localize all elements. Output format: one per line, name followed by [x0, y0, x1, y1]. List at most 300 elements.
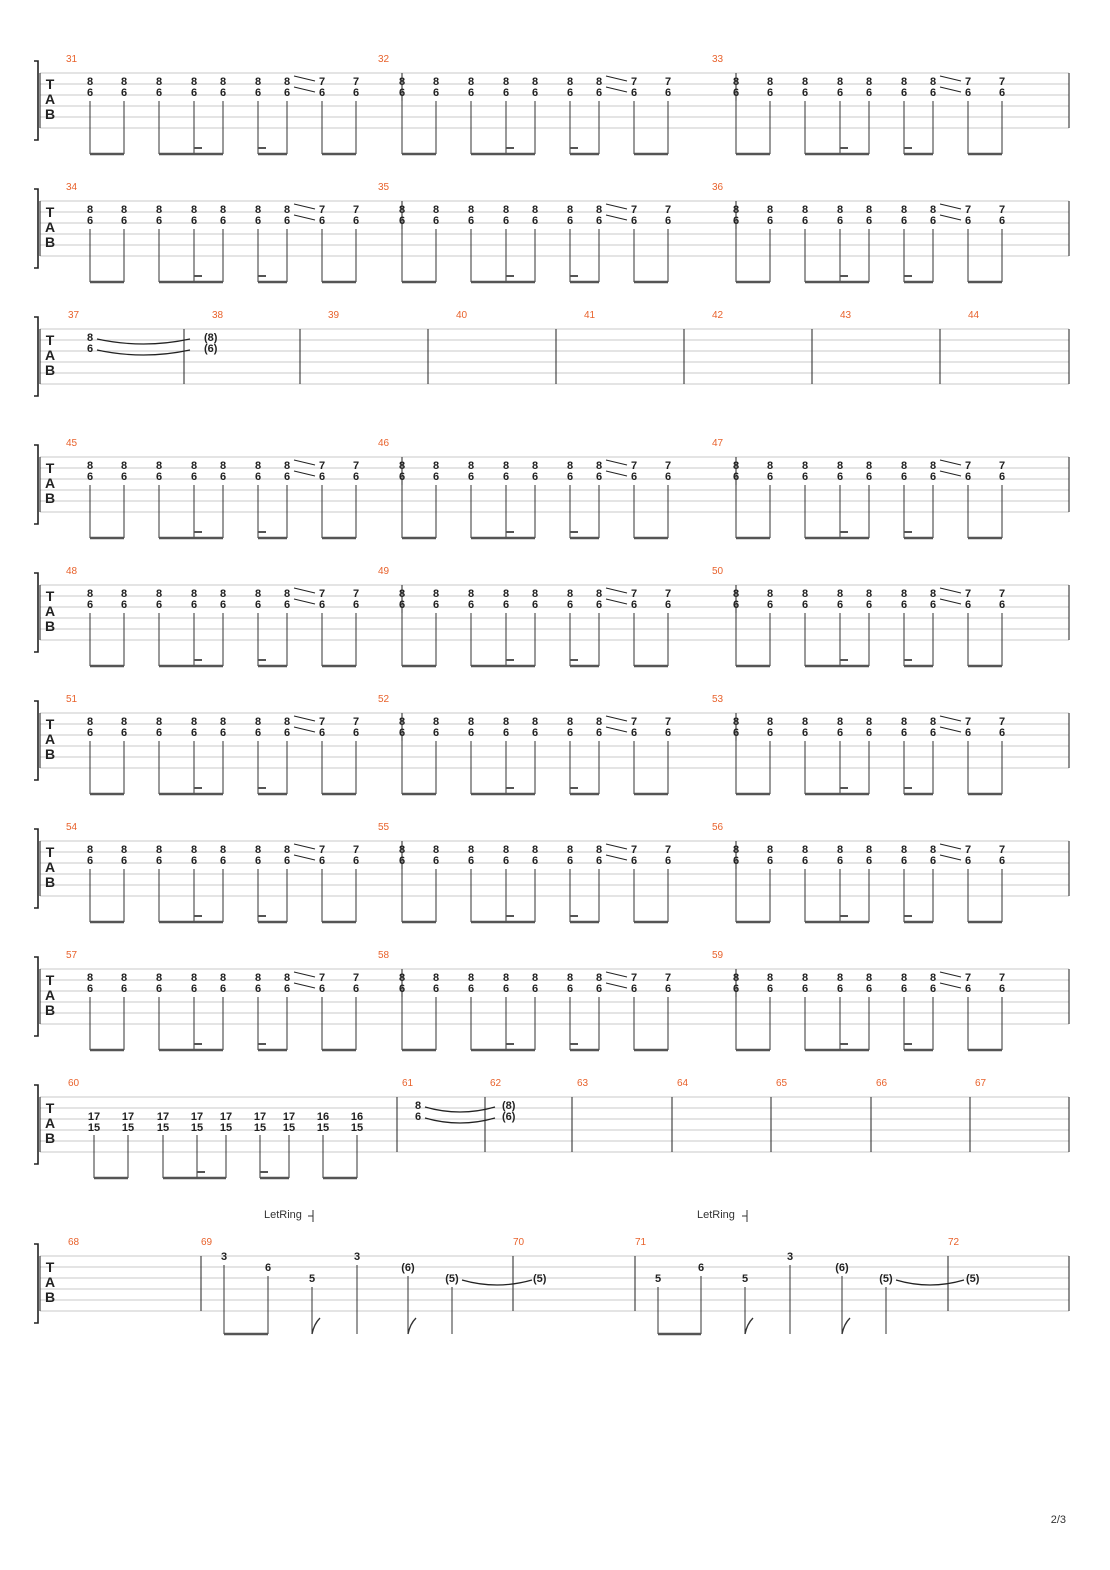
fret-number-bottom: 6: [865, 87, 873, 99]
fret-number-top: 8: [531, 972, 539, 984]
fret-number-bottom: 6: [352, 855, 360, 867]
fret-number-bottom: 6: [318, 599, 326, 611]
fret-number-top: 8: [900, 588, 908, 600]
fret-number-top: 8: [766, 76, 774, 88]
fret-number-top: 8: [219, 716, 227, 728]
fret-number-top: 8: [155, 460, 163, 472]
fret-number-bottom: 6: [352, 471, 360, 483]
fret-number-bottom: 6: [219, 215, 227, 227]
fret-number-top: 8: [283, 460, 291, 472]
fret-number-top: 8: [120, 972, 128, 984]
measure-number: 57: [66, 950, 78, 961]
fret-number-bottom: 6: [595, 215, 603, 227]
measure-number: 37: [68, 310, 80, 321]
fret-number-bottom: 6: [766, 727, 774, 739]
measure-number: 31: [66, 54, 78, 65]
fret-number-bottom: 15: [190, 1122, 204, 1134]
fret-number-top: 7: [664, 204, 672, 216]
fret-number-bottom: 6: [318, 983, 326, 995]
fret-number-top: 8: [836, 588, 844, 600]
fret-number-bottom: 6: [595, 983, 603, 995]
tab-clef-letter: B: [44, 1130, 56, 1146]
tab-clef-letter: T: [45, 1259, 55, 1275]
fret-number-top: 8: [595, 204, 603, 216]
fret-number-bottom: 6: [155, 599, 163, 611]
fret-number-top: 7: [964, 460, 972, 472]
fret-number-bottom: 6: [865, 471, 873, 483]
fret-number-top: 8: [86, 844, 94, 856]
slide-mark: [294, 855, 315, 860]
fret-number-top: 8: [190, 716, 198, 728]
measure-number: 61: [402, 1078, 414, 1089]
measure-69-note: 3: [220, 1251, 228, 1263]
slide-mark: [606, 460, 627, 465]
fret-number-top: 7: [318, 76, 326, 88]
tied-fret-bottom: 6: [414, 1111, 422, 1123]
fret-number-top: 8: [254, 588, 262, 600]
fret-number-bottom: 6: [836, 471, 844, 483]
fret-number-top: 8: [254, 972, 262, 984]
eighth-flag: [408, 1318, 416, 1334]
fret-number-bottom: 6: [155, 983, 163, 995]
staff-system-6-bracket: [34, 701, 38, 780]
fret-number-top: 8: [86, 460, 94, 472]
fret-number-top: 8: [801, 972, 809, 984]
fret-number-bottom: 6: [432, 727, 440, 739]
fret-number-top: 7: [664, 460, 672, 472]
measure-69-note: 6: [264, 1262, 272, 1274]
slide-mark: [294, 87, 315, 92]
fret-number-top: 8: [155, 716, 163, 728]
slide-mark: [294, 716, 315, 721]
fret-number-bottom: 6: [566, 215, 574, 227]
fret-number-bottom: 15: [156, 1122, 170, 1134]
fret-number-bottom: 6: [398, 599, 406, 611]
fret-number-top: 8: [467, 204, 475, 216]
fret-number-top: 8: [595, 716, 603, 728]
fret-number-top: 8: [155, 204, 163, 216]
fret-number-bottom: 6: [398, 215, 406, 227]
fret-number-bottom: 6: [120, 983, 128, 995]
fret-number-top: 7: [352, 972, 360, 984]
fret-number-bottom: 6: [801, 983, 809, 995]
slide-mark: [294, 588, 315, 593]
fret-number-top: 8: [766, 588, 774, 600]
fret-number-top: 8: [801, 844, 809, 856]
fret-number-top: 7: [998, 844, 1006, 856]
fret-number-top: 8: [283, 204, 291, 216]
fret-number-top: 8: [432, 204, 440, 216]
fret-number-top: 8: [502, 76, 510, 88]
tied-fret-bottom: 6: [86, 343, 94, 355]
fret-number-bottom: 15: [87, 1122, 101, 1134]
fret-number-bottom: 15: [282, 1122, 296, 1134]
measure-number: 46: [378, 438, 390, 449]
tab-clef-letter: A: [44, 475, 56, 491]
fret-number-bottom: 6: [352, 215, 360, 227]
fret-number-bottom: 6: [318, 87, 326, 99]
slide-mark: [940, 76, 961, 81]
fret-number-bottom: 6: [283, 599, 291, 611]
slide-mark: [606, 471, 627, 476]
fret-number-top: 8: [929, 844, 937, 856]
fret-number-top: 8: [836, 460, 844, 472]
measure-72-note: (5): [966, 1273, 980, 1285]
fret-number-bottom: 6: [566, 599, 574, 611]
fret-number-top: 8: [432, 844, 440, 856]
fret-number-bottom: 6: [836, 599, 844, 611]
fret-number-bottom: 6: [318, 471, 326, 483]
fret-number-bottom: 6: [318, 727, 326, 739]
fret-number-top: 8: [836, 76, 844, 88]
fret-number-top: 8: [502, 460, 510, 472]
slide-mark: [294, 844, 315, 849]
slide-mark: [940, 460, 961, 465]
tied-fret-bottom-held: (6): [204, 343, 218, 355]
fret-number-top: 8: [190, 76, 198, 88]
fret-number-bottom: 6: [502, 727, 510, 739]
fret-number-bottom: 15: [316, 1122, 330, 1134]
fret-number-bottom: 6: [190, 87, 198, 99]
fret-number-top: 7: [998, 716, 1006, 728]
fret-number-top: 7: [318, 460, 326, 472]
fret-number-top: 8: [120, 204, 128, 216]
fret-number-top: 7: [630, 204, 638, 216]
fret-number-top: 7: [964, 588, 972, 600]
slide-mark: [940, 855, 961, 860]
measure-69-note: (5): [445, 1273, 459, 1285]
fret-number-top: 8: [502, 204, 510, 216]
fret-number-top: 7: [630, 716, 638, 728]
fret-number-top: 8: [732, 588, 740, 600]
fret-number-top: 8: [219, 844, 227, 856]
let-ring-label: LetRing: [264, 1209, 302, 1221]
fret-number-bottom: 6: [352, 87, 360, 99]
fret-number-bottom: 6: [664, 87, 672, 99]
fret-number-top: 8: [732, 716, 740, 728]
fret-number-bottom: 15: [121, 1122, 135, 1134]
fret-number-bottom: 6: [531, 727, 539, 739]
fret-number-bottom: 6: [664, 471, 672, 483]
fret-number-bottom: 6: [964, 599, 972, 611]
tab-clef-letter: A: [44, 1274, 56, 1290]
fret-number-top: 7: [998, 972, 1006, 984]
slide-mark: [940, 972, 961, 977]
tied-fret-bottom-held: (6): [502, 1111, 516, 1123]
staff-system-9-bracket: [34, 1085, 38, 1164]
fret-number-top: 7: [630, 844, 638, 856]
fret-number-bottom: 6: [219, 983, 227, 995]
eighth-flag: [745, 1318, 753, 1334]
fret-number-bottom: 6: [664, 215, 672, 227]
fret-number-top: 8: [900, 972, 908, 984]
fret-number-bottom: 6: [467, 87, 475, 99]
measure-number: 60: [68, 1078, 80, 1089]
fret-number-bottom: 6: [630, 855, 638, 867]
fret-number-top: 8: [531, 844, 539, 856]
fret-number-bottom: 6: [801, 727, 809, 739]
measure-number: 36: [712, 182, 724, 193]
fret-number-bottom: 6: [155, 471, 163, 483]
fret-number-top: 7: [352, 204, 360, 216]
fret-number-bottom: 6: [432, 983, 440, 995]
fret-number-bottom: 6: [352, 983, 360, 995]
measure-71-note: 3: [786, 1251, 794, 1263]
fret-number-top: 8: [566, 844, 574, 856]
fret-number-top: 7: [630, 460, 638, 472]
staff-system-7-bracket: [34, 829, 38, 908]
fret-number-bottom: 6: [766, 87, 774, 99]
tab-clef-letter: B: [44, 1002, 56, 1018]
fret-number-bottom: 6: [836, 727, 844, 739]
fret-number-top: 8: [86, 588, 94, 600]
fret-number-top: 8: [732, 76, 740, 88]
fret-number-top: 17: [87, 1111, 101, 1123]
measure-number: 66: [876, 1078, 888, 1089]
fret-number-bottom: 6: [998, 983, 1006, 995]
fret-number-bottom: 6: [998, 727, 1006, 739]
fret-number-top: 8: [467, 844, 475, 856]
fret-number-bottom: 6: [120, 87, 128, 99]
fret-number-bottom: 6: [283, 215, 291, 227]
fret-number-bottom: 6: [664, 983, 672, 995]
fret-number-bottom: 6: [467, 855, 475, 867]
fret-number-bottom: 6: [801, 855, 809, 867]
fret-number-bottom: 6: [398, 855, 406, 867]
slide-mark: [940, 599, 961, 604]
fret-number-top: 7: [318, 844, 326, 856]
fret-number-top: 17: [219, 1111, 233, 1123]
fret-number-bottom: 6: [86, 215, 94, 227]
tie-arc: [896, 1280, 964, 1285]
measure-number: 47: [712, 438, 724, 449]
slide-mark: [294, 460, 315, 465]
measure-number: 65: [776, 1078, 788, 1089]
tab-clef-letter: A: [44, 731, 56, 747]
fret-number-bottom: 6: [732, 983, 740, 995]
slide-mark: [940, 471, 961, 476]
fret-number-bottom: 6: [398, 87, 406, 99]
slide-mark: [940, 588, 961, 593]
measure-number: 63: [577, 1078, 589, 1089]
fret-number-bottom: 6: [254, 599, 262, 611]
fret-number-top: 8: [900, 460, 908, 472]
tab-clef-letter: A: [44, 1115, 56, 1131]
fret-number-top: 8: [531, 716, 539, 728]
tab-clef-letter: A: [44, 219, 56, 235]
fret-number-top: 8: [595, 76, 603, 88]
fret-number-top: 8: [283, 716, 291, 728]
fret-number-top: 7: [664, 716, 672, 728]
fret-number-bottom: 6: [120, 599, 128, 611]
measure-number: 56: [712, 822, 724, 833]
fret-number-bottom: 6: [964, 855, 972, 867]
measure-number: 35: [378, 182, 390, 193]
slide-mark: [606, 87, 627, 92]
fret-number-bottom: 6: [155, 215, 163, 227]
fret-number-bottom: 6: [432, 471, 440, 483]
measure-69-note: (6): [401, 1262, 415, 1274]
fret-number-top: 7: [998, 460, 1006, 472]
fret-number-top: 8: [502, 588, 510, 600]
fret-number-top: 8: [865, 460, 873, 472]
fret-number-bottom: 6: [566, 471, 574, 483]
tab-clef-letter: T: [45, 76, 55, 92]
measure-number: 68: [68, 1237, 80, 1248]
staff-system-1-bracket: [34, 61, 38, 140]
slide-mark: [940, 844, 961, 849]
fret-number-bottom: 6: [766, 599, 774, 611]
fret-number-top: 8: [398, 844, 406, 856]
fret-number-top: 7: [352, 76, 360, 88]
slide-mark: [294, 727, 315, 732]
measure-number: 70: [513, 1237, 525, 1248]
measure-number: 59: [712, 950, 724, 961]
fret-number-top: 8: [219, 204, 227, 216]
fret-number-top: 8: [801, 460, 809, 472]
fret-number-bottom: 6: [595, 471, 603, 483]
fret-number-top: 8: [732, 460, 740, 472]
fret-number-top: 8: [566, 588, 574, 600]
fret-number-top: 7: [352, 588, 360, 600]
fret-number-top: 8: [398, 716, 406, 728]
fret-number-top: 7: [318, 204, 326, 216]
fret-number-bottom: 6: [964, 87, 972, 99]
fret-number-top: 8: [566, 204, 574, 216]
slide-mark: [940, 204, 961, 209]
tied-fret-top: 8: [86, 332, 94, 344]
fret-number-top: 8: [190, 588, 198, 600]
tab-clef-letter: T: [45, 332, 55, 348]
slide-mark: [294, 204, 315, 209]
fret-number-bottom: 6: [801, 471, 809, 483]
slide-mark: [606, 844, 627, 849]
measure-number: 71: [635, 1237, 647, 1248]
fret-number-top: 8: [283, 844, 291, 856]
fret-number-bottom: 6: [86, 855, 94, 867]
fret-number-top: 8: [120, 588, 128, 600]
staff-system-2-bracket: [34, 189, 38, 268]
measure-number: 33: [712, 54, 724, 65]
measure-number: 55: [378, 822, 390, 833]
fret-number-bottom: 6: [664, 855, 672, 867]
fret-number-bottom: 6: [836, 215, 844, 227]
measure-number: 54: [66, 822, 78, 833]
measure-71-note: 5: [741, 1273, 749, 1285]
fret-number-top: 8: [732, 204, 740, 216]
fret-number-top: 8: [155, 588, 163, 600]
fret-number-top: 7: [664, 588, 672, 600]
fret-number-bottom: 15: [219, 1122, 233, 1134]
fret-number-top: 8: [398, 204, 406, 216]
fret-number-top: 7: [964, 76, 972, 88]
fret-number-top: 8: [502, 716, 510, 728]
fret-number-top: 8: [283, 76, 291, 88]
fret-number-top: 7: [352, 844, 360, 856]
fret-number-top: 8: [190, 844, 198, 856]
tab-clef-letter: B: [44, 490, 56, 506]
fret-number-bottom: 6: [531, 599, 539, 611]
fret-number-top: 8: [865, 76, 873, 88]
staff-system-3-bracket: [34, 317, 38, 396]
fret-number-top: 8: [502, 844, 510, 856]
fret-number-bottom: 6: [283, 87, 291, 99]
fret-number-top: 8: [766, 972, 774, 984]
fret-number-bottom: 6: [502, 215, 510, 227]
tab-clef-letter: A: [44, 859, 56, 875]
fret-number-top: 8: [467, 588, 475, 600]
fret-number-top: 8: [398, 76, 406, 88]
fret-number-top: 8: [467, 716, 475, 728]
staff-system-8-bracket: [34, 957, 38, 1036]
measure-number: 67: [975, 1078, 987, 1089]
fret-number-top: 8: [766, 716, 774, 728]
fret-number-bottom: 6: [865, 215, 873, 227]
fret-number-bottom: 6: [836, 87, 844, 99]
tab-clef-letter: T: [45, 972, 55, 988]
fret-number-bottom: 6: [531, 471, 539, 483]
slide-mark: [294, 471, 315, 476]
fret-number-bottom: 6: [732, 215, 740, 227]
fret-number-bottom: 6: [801, 599, 809, 611]
fret-number-bottom: 6: [732, 727, 740, 739]
measure-number: 40: [456, 310, 468, 321]
measure-number: 52: [378, 694, 390, 705]
fret-number-bottom: 6: [219, 599, 227, 611]
fret-number-top: 7: [318, 716, 326, 728]
fret-number-top: 17: [156, 1111, 170, 1123]
fret-number-bottom: 6: [190, 599, 198, 611]
fret-number-top: 16: [350, 1111, 364, 1123]
fret-number-bottom: 6: [467, 215, 475, 227]
eighth-flag: [312, 1318, 320, 1334]
measure-71-note: 6: [697, 1262, 705, 1274]
fret-number-bottom: 6: [900, 87, 908, 99]
fret-number-bottom: 6: [531, 855, 539, 867]
fret-number-bottom: 6: [732, 599, 740, 611]
tab-clef-letter: A: [44, 603, 56, 619]
fret-number-top: 8: [836, 204, 844, 216]
fret-number-bottom: 6: [398, 471, 406, 483]
tab-clef-letter: B: [44, 234, 56, 250]
fret-number-bottom: 6: [900, 599, 908, 611]
slide-mark: [606, 204, 627, 209]
fret-number-bottom: 6: [998, 599, 1006, 611]
fret-number-bottom: 6: [630, 983, 638, 995]
fret-number-bottom: 6: [801, 215, 809, 227]
slide-mark: [940, 716, 961, 721]
fret-number-bottom: 6: [283, 855, 291, 867]
fret-number-top: 8: [86, 716, 94, 728]
measure-number: 49: [378, 566, 390, 577]
fret-number-bottom: 6: [219, 87, 227, 99]
tab-clef-letter: T: [45, 844, 55, 860]
slide-mark: [606, 855, 627, 860]
fret-number-bottom: 6: [998, 471, 1006, 483]
fret-number-top: 8: [732, 844, 740, 856]
staff-system-5-bracket: [34, 573, 38, 652]
fret-number-top: 8: [929, 972, 937, 984]
fret-number-bottom: 6: [929, 855, 937, 867]
slide-mark: [606, 716, 627, 721]
fret-number-bottom: 6: [219, 855, 227, 867]
fret-number-bottom: 6: [219, 471, 227, 483]
slide-mark: [940, 727, 961, 732]
fret-number-top: 8: [929, 716, 937, 728]
fret-number-bottom: 6: [595, 727, 603, 739]
fret-number-bottom: 6: [929, 983, 937, 995]
fret-number-bottom: 6: [865, 599, 873, 611]
